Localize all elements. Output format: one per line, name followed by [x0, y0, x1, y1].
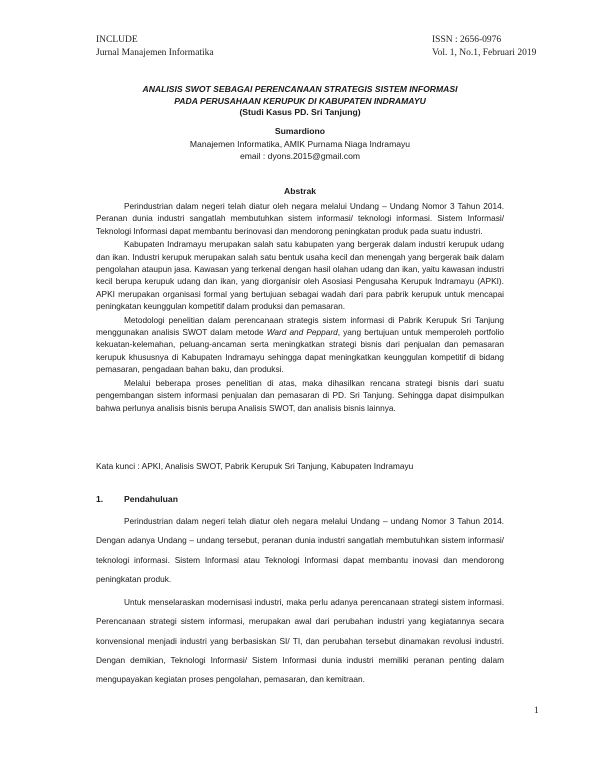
- abstract-paragraph-4: Melalui beberapa proses penelitian di atas, maka dihasilkan rencana strategi bisnis dari suatu pengembangan sistem informasi penjualan dan pemasaran di PD. Sri Tanjung. Sehingga dapat disimpulkan bahwa perlunya analisis bisnis berupa Analisis SWOT, dan analisis bisnis lainnya.: [96, 377, 504, 413]
- author-name: Sumardiono: [274, 126, 326, 136]
- section-number: 1.: [96, 494, 104, 504]
- body-paragraph-1: Perindustrian dalam negeri telah diatur oleh negara melalui Undang – undang Nomor 3 Tahun 2014. Dengan adanya Undang – undang tersebut, peranan dunia industri sangatlah membutuhkan sistem informasi/ teknologi informasi. Sistem Informasi atau Teknologi Informasi dapat membantu inovasi dan mendorong peningkatan produk.: [96, 516, 504, 584]
- paper-title: [96, 84, 504, 119]
- title-line-1: ANALISIS SWOT SEBAGAI PERENCANAAN STRATEGIS SISTEM INFORMASI: [142, 84, 458, 94]
- journal-header-right: [432, 34, 536, 60]
- page-number: 1: [534, 706, 539, 716]
- method-name: Ward and Peppard: [266, 327, 338, 338]
- section-body: [96, 512, 504, 694]
- author-email: email : dyons.2015@gmail.com: [239, 151, 361, 161]
- journal-header-left: [96, 34, 214, 60]
- abstract-paragraph-3: [96, 314, 504, 376]
- section-heading: [96, 494, 504, 504]
- journal-name: Jurnal Manajemen Informatika: [96, 48, 214, 58]
- section-title: Pendahuluan: [124, 494, 178, 504]
- title-line-2: PADA PERUSAHAAN KERUPUK DI KABUPATEN INDRAMAYU: [174, 95, 426, 106]
- issn: ISSN : 2656-0976: [432, 35, 502, 45]
- keywords: Kata kunci : APKI, Analisis SWOT, Pabrik Kerupuk Sri Tanjung, Kabupaten Indramayu: [96, 461, 414, 471]
- author-block: [96, 125, 504, 163]
- title-subtitle: (Studi Kasus PD. Sri Tanjung): [239, 107, 361, 117]
- abstract-p3-text-b: , yang bertujuan untuk memperoleh portfolio kekuatan-kelemahan, peluang-ancaman serta meningkatkan strategi bisnis dari penjualan dan pemasaran kerupuk khususnya di Kabupaten Indramayu sehingga dapat meningkatkan keunggulan kompetitif di bidang pemasaran, pengadaan bahan baku, dan produksi.: [96, 327, 504, 375]
- body-paragraph-2: Untuk menselaraskan modernisasi industri, maka perlu adanya perencanaan strategi sistem informasi. Perencanaan strategi sistem informasi, merupakan awal dari perubahan industri yang kegiatannya secara konvensional menjadi industri yang berbasiskan SI/ TI, dan perubahan tersebut dinamakan revolusi industri. Dengan demikian, Teknologi Informasi/ Sistem Informasi dunia industri memiliki peranan penting dalam mengupayakan kegiatan proses pengolahan, pemasaran, dan kemitraan.: [96, 597, 504, 685]
- abstract-paragraph-2: Kabupaten Indramayu merupakan salah satu kabupaten yang bergerak dalam industri kerupuk udang dan ikan. Industri kerupuk merupakan salah satu bentuk usaha kecil dan menengah yang bergerak baik dalam pengolahan ataupun jasa. Kawasan yang terkenal dengan hasil olahan udang dan ikan, yaitu kawasan industri kecil berupa kerupuk udang dan ikan, yang diorganisir oleh Asosiasi Pengusaha Kerupuk Indramayu (APKI). APKI merupakan organisasi formal yang bertujuan sebagai wadah dari para pabrik kerupuk untuk mencapai peningkatan keunggulan kompetitif dalam produksi dan pemasaran.: [96, 239, 504, 312]
- abstract-paragraph-1: Perindustrian dalam negeri telah diatur oleh negara melalui Undang – Undang Nomor 3 Tahun 2014. Peranan dunia industri sangatlah membutuhkan sistem informasi/ teknologi informasi. Sistem Informasi/ Teknologi Informasi dapat membantu berinovasi dan mendorong peningkatan produk pada suatu industri.: [96, 201, 504, 236]
- volume-issue: Vol. 1, No.1, Februari 2019: [432, 48, 537, 58]
- author-affiliation: Manajemen Informatika, AMIK Purnama Niaga Indramayu: [189, 138, 411, 149]
- abstract-body: [96, 200, 504, 415]
- abstract-p3-text-a: Metodologi penelitian dalam perencanaan strategis sistem informasi di Pabrik Kerupuk Sri Tanjung menggunakan analisis SWOT dalam metode: [96, 314, 504, 338]
- journal-acronym: INCLUDE: [96, 35, 138, 45]
- abstract-heading: Abstrak: [284, 186, 316, 196]
